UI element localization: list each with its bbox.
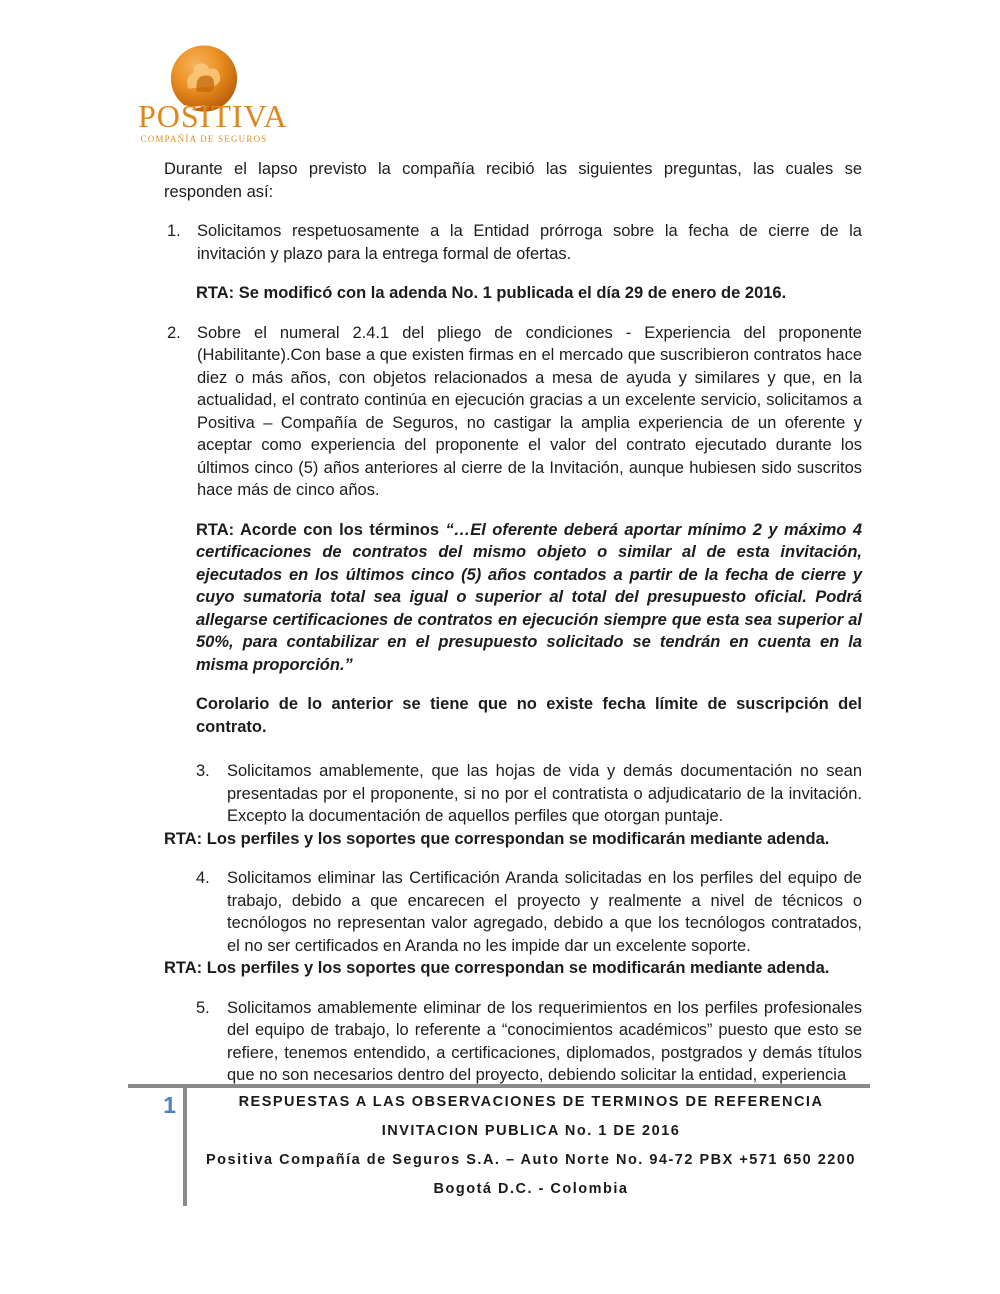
question-3 — [196, 760, 862, 828]
question-5-number: 5. — [196, 998, 210, 1017]
question-2-number: 2. — [167, 323, 181, 342]
corollary-statement: Corolario de lo anterior se tiene que no existe fecha límite de suscripción del contrato. — [196, 695, 862, 736]
answer-2 — [196, 519, 862, 677]
question-1-number: 1. — [167, 222, 181, 240]
answer-2-quote: “…El oferente deberá aportar mínimo 2 y máximo 4 certificaciones de contratos del mismo objeto o similar al de esta invitación, ejecutados en los últimos cinco (5) años contados a partir de la fecha de cierre y cuyo sumatoria total sea igual o superior al total del presupuesto oficial. Podrá allegarse certificaciones de contratos en ejecución siempre que esta sea superior al 50%, para contabilizar en el presupuesto solicitado se tendrán en cuenta en la misma proporción.” — [196, 520, 862, 674]
question-2 — [164, 322, 862, 502]
footer-horizontal-rule — [128, 1084, 870, 1088]
question-5-text: Solicitamos amablemente eliminar de los requerimientos en los perfiles profesionales del equipo de trabajo, lo referente a “conocimientos académicos” puesto que esto se refiere, tenemos entendido, a certificaciones, diplomados, postgrados y demás títulos que no son necesarios dentro del proyecto, debiendo solicitar la entidad, experiencia — [227, 998, 862, 1084]
positiva-logo — [138, 44, 288, 144]
question-4-text: Solicitamos eliminar las Certificación Aranda solicitadas en los perfiles del equipo de trabajo, debido a que encarecen el proyecto y realmente a nivel de técnicos o tecnólogos no representan valor agregado, debido a que los tecnólogos contratados, el no ser certificados en Aranda no les impide dar un excelente soporte. — [227, 869, 862, 955]
question-5 — [196, 997, 862, 1087]
footer-line-address: Positiva Compañía de Seguros S.A. – Auto Norte No. 94-72 PBX +571 650 2200 — [206, 1152, 856, 1168]
question-3-text: Solicitamos amablemente, que las hojas de vida y demás documentación no sean presentadas por el proponente, si no por el contratista o adjudicatario de la invitación. Excepto la documentación de aquellos perfiles que otorgan puntaje. — [227, 762, 862, 825]
answer-2-prefix: RTA: Acorde con los términos — [196, 520, 446, 539]
question-3-number: 3. — [196, 762, 210, 780]
answer-4: RTA: Los perfiles y los soportes que correspondan se modificarán mediante adenda. — [164, 959, 830, 977]
logo-wordmark: POSITIVA — [138, 98, 288, 134]
document-body — [164, 158, 862, 1087]
footer-block — [187, 1094, 875, 1210]
answer-1: RTA: Se modificó con la adenda No. 1 publicada el día 29 de enero de 2016. — [196, 284, 787, 302]
footer-line-city: Bogotá D.C. - Colombia — [433, 1181, 629, 1197]
logo-tagline: COMPAÑÍA DE SEGUROS — [140, 134, 268, 144]
question-4-number: 4. — [196, 869, 210, 887]
footer-line-invitation: INVITACION PUBLICA No. 1 DE 2016 — [381, 1123, 681, 1139]
question-2-text: Sobre el numeral 2.4.1 del pliego de condiciones - Experiencia del proponente (Habilitante).Con base a que existen firmas en el mercado que suscribieron contratos hace diez o más años, con objetos relacionados a mesa de ayuda y similares y que, en la actualidad, el contrato continúa en ejecución gracias a un excelente servicio, solicitamos a Positiva – Compañía de Seguros, no castigar la amplia experiencia de un oferente y aceptar como experiencia del proponente el valor del contrato ejecutado durante los últimos cinco (5) años anteriores al cierre de la Invitación, aunque hubiesen sido suscritos hace más de cinco años. — [197, 323, 862, 499]
page-number: 1 — [163, 1092, 176, 1118]
question-1 — [164, 220, 862, 265]
answer-3: RTA: Los perfiles y los soportes que correspondan se modificarán mediante adenda. — [164, 829, 830, 848]
footer-line-title: RESPUESTAS A LAS OBSERVACIONES DE TERMINOS DE REFERENCIA — [238, 1094, 824, 1110]
question-1-text: Solicitamos respetuosamente a la Entidad prórroga sobre la fecha de cierre de la invitación y plazo para la entrega formal de ofertas. — [197, 222, 862, 263]
question-4 — [196, 867, 862, 957]
intro-paragraph: Durante el lapso previsto la compañía recibió las siguientes preguntas, las cuales se responden así: — [164, 160, 862, 201]
